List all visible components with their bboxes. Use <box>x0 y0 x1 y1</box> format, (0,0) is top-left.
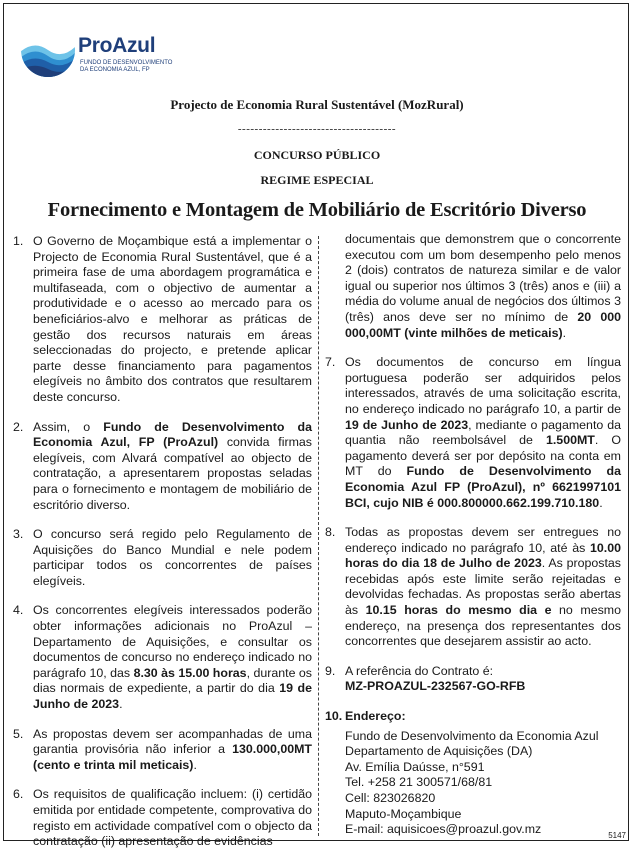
regime-heading: REGIME ESPECIAL <box>260 173 374 187</box>
address-block <box>325 729 621 838</box>
list-item <box>13 787 312 849</box>
logo-name: ProAzul <box>78 34 156 57</box>
list-item <box>13 727 312 774</box>
list-item <box>13 527 312 589</box>
separator-line: -------------------------------------- <box>237 123 397 135</box>
item-text-bold: 19 de Junho de 2023 <box>345 417 469 432</box>
item-text: . As propostas recebidas após este limite serão rejeitadas e devolvidas fechadas. As propostas serão abertas às <box>345 556 621 618</box>
page-number: 5147 <box>608 831 626 840</box>
item-text-bold: 130.000,00MT (cento e trinta mil meticais) <box>33 742 312 772</box>
item-text: Assim, o <box>33 419 104 434</box>
item-text-bold: 8.30 às 15.00 horas <box>133 665 247 680</box>
contract-reference: MZ-PROAZUL-232567-GO-RFB <box>345 679 526 694</box>
list-item <box>13 234 312 406</box>
left-column <box>13 232 312 850</box>
item-number: 7. <box>325 355 336 370</box>
item-number: 6. <box>13 787 24 802</box>
list-item <box>325 525 621 650</box>
item-text: . <box>599 495 603 510</box>
address-cell: Cell: 823026820 <box>345 791 436 805</box>
logo-subtitle <box>80 60 180 74</box>
item-text: convida firmas elegíveis, com Alvará compatível ao objecto de contratação, a apresentarem propostas seladas para o fornecimento e montagem de mobiliário de escritório diverso. <box>33 435 312 512</box>
item-text: no mesmo endereço, na presença dos representantes dos concorrentes que desejarem assistir ao acto. <box>345 603 621 649</box>
item-text: , mediante o pagamento da quantia não reembolsável de <box>345 417 621 448</box>
item-text: Os requisitos de qualificação incluem: (i) certidão emitida por entidade competente, comprovativa do registo em actividade compatível com o objecto da contratação (ii) apresentação de evidências <box>33 787 312 849</box>
item-text-bold: 10.00 horas do dia 18 de Julho de 2023 <box>345 540 621 571</box>
right-column <box>325 232 621 838</box>
item-text: As propostas devem ser acompanhadas de uma garantia provisória não inferior a <box>33 726 312 757</box>
address-line: Fundo de Desenvolvimento da Economia Azul <box>345 728 599 743</box>
item-text-bold: 20 000 000,00MT (vinte milhões de meticais) <box>345 309 622 340</box>
item-text: A referência do Contrato é: <box>345 663 494 678</box>
item-text: Todas as propostas devem ser entregues no endereço indicado no parágrafo 10, até às <box>345 525 621 555</box>
item-text: . <box>193 757 197 772</box>
item-text-bold: Fundo de Desenvolvimento da Economia Azul FP (ProAzul), nº 6621997101 BCI, cujo NIB é 000.800000.662.199.710.180 <box>345 464 621 510</box>
item-text: , durante os dias normais de expediente, a partir do dia <box>33 665 313 696</box>
address-phone: Tel. +258 21 300571/68/81 <box>345 775 493 790</box>
item-text: O Governo de Moçambique está a implementar o Projecto de Economia Rural Sustentável, que é a primeira fase de uma abordagem programática e multifaseada, com o objectivo de aumentar a produtividade e o acesso ao mercado para os beneficiários-alvo e melhorar as práticas de gestão dos recursos naturais em áreas seleccionadas do projecto, e pretende aplicar parte desse financiamento para pagamentos elegíveis no âmbito dos contratos que resultarem deste concurso. <box>33 234 312 404</box>
item-number: 10. <box>325 709 343 724</box>
address-city: Maputo-Moçambique <box>345 806 462 821</box>
item-text-bold: Fundo de Desenvolvimento da Economia Azul, FP (ProAzul) <box>33 419 312 450</box>
item-number: 4. <box>13 603 24 618</box>
item-text-bold: 19 de Junho de 2023 <box>33 681 312 712</box>
item-text: Os documentos de concurso em língua portuguesa poderão ser adquiridos pelos interessados, através de uma solicitação escrita, no endereço indicado no parágrafo 10, a partir de <box>345 355 621 416</box>
item-text: O concurso será regido pelo Regulamento de Aquisições do Banco Mundial e nele podem participar todos os concorrentes de países elegíveis. <box>33 527 312 588</box>
list-item <box>325 664 621 695</box>
item-text: . O pagamento deverá ser por depósito na conta em MT do <box>345 433 621 479</box>
list-item <box>13 603 312 712</box>
concurso-heading: CONCURSO PÚBLICO <box>253 148 381 162</box>
item-text: . <box>119 697 123 712</box>
address-line: Departamento de Aquisições (DA) <box>345 744 533 759</box>
logo-subtitle-line: FUNDO DE DESENVOLVIMENTO <box>80 60 173 66</box>
logo-subtitle-line: DA ECONOMIA AZUL, FP <box>80 67 150 73</box>
item-text: documentais que demonstrem que o concorrente executou com um bom desempenho pelo menos 2 (dois) contratos de natureza similar e de valor igual ou superior nos últimos 3 (três) anos e (iii) a média do volume anual de negócios dos últimos 3 (três) anos deve ser no mínimo de <box>345 232 621 324</box>
proazul-logo-mark-icon <box>20 22 76 78</box>
item-text-bold: 10.15 horas do mesmo dia e <box>365 603 552 618</box>
item-number: 3. <box>13 527 24 542</box>
list-item-continued <box>325 232 621 341</box>
item-text-bold: 1.500MT <box>545 433 595 448</box>
item-number: 1. <box>13 234 24 248</box>
proazul-logo <box>20 22 180 80</box>
list-item <box>325 355 621 511</box>
list-item <box>325 709 621 725</box>
item-number: 9. <box>325 663 336 678</box>
item-number: 2. <box>13 419 24 434</box>
list-item <box>13 420 312 514</box>
item-number: 5. <box>13 726 24 741</box>
item-number: 8. <box>325 525 336 540</box>
column-divider <box>318 236 319 836</box>
project-name: Projecto de Economia Rural Sustentável (MozRural) <box>170 97 464 112</box>
item-text: . <box>562 325 567 340</box>
document-title: Fornecimento e Montagem de Mobiliário de Escritório Diverso <box>47 199 587 221</box>
address-email: E-mail: aquisicoes@proazul.gov.mz <box>345 822 542 837</box>
item-text: Os concorrentes elegíveis interessados poderão obter informações adicionais no ProAzul – Departamento de Aquisições, e consultar os documentos de concurso no endereço indicado no parágrafo 10, das <box>33 603 312 680</box>
address-line: Av. Emília Daússe, n°591 <box>345 759 485 774</box>
address-heading: Endereço: <box>345 709 406 724</box>
